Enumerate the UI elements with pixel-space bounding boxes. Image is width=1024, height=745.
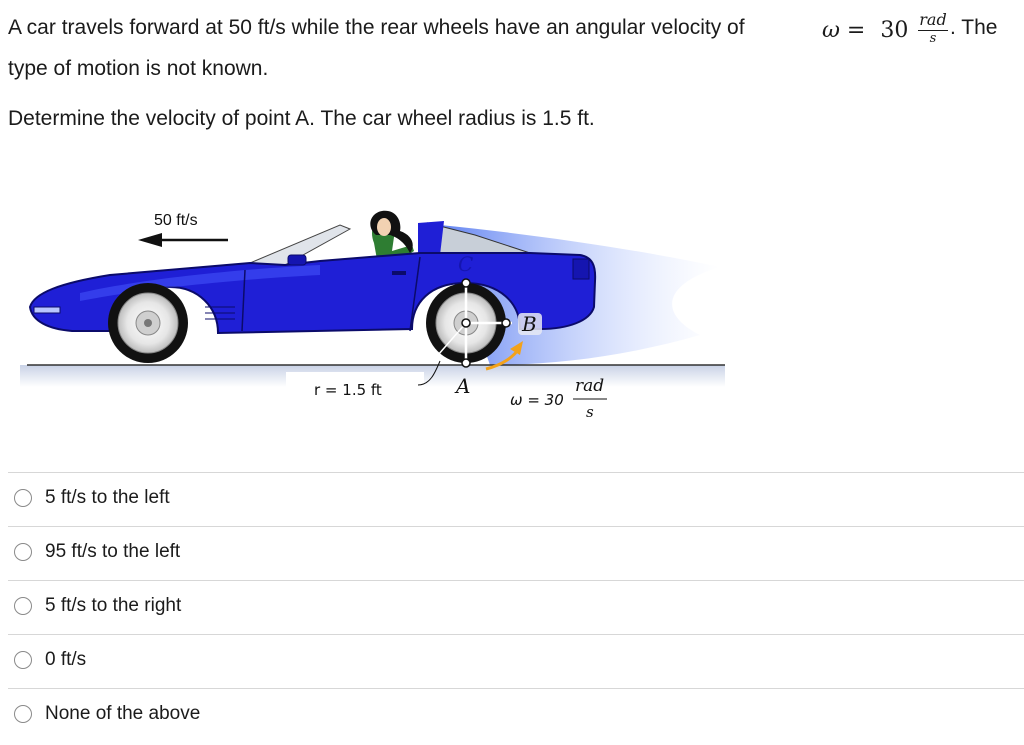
front-wheel <box>108 283 188 363</box>
radio-button[interactable] <box>14 489 32 507</box>
omega-frac-den: s <box>586 403 594 421</box>
choice-label[interactable]: None of the above <box>45 703 201 724</box>
car-illustration <box>20 195 740 435</box>
radio-button[interactable] <box>14 543 32 561</box>
answer-choice[interactable] <box>8 526 1024 580</box>
answer-choices <box>8 472 1024 745</box>
tail-light <box>573 259 589 279</box>
choice-label[interactable]: 5 ft/s to the right <box>45 595 182 616</box>
omega-frac-num: rad <box>575 376 605 396</box>
choice-label[interactable]: 0 ft/s <box>45 649 87 670</box>
answer-choice[interactable] <box>8 688 1024 745</box>
question-line-1: A car travels forward at 50 ft/s while the rear wheels have an angular velocity of <box>8 16 745 39</box>
headlight <box>34 307 60 313</box>
omega-equation <box>822 17 908 45</box>
speed-arrow-head <box>138 233 162 247</box>
omega-lhs: ω = <box>822 18 866 43</box>
radio-button[interactable] <box>14 597 32 615</box>
choice-label[interactable]: 5 ft/s to the left <box>45 487 170 508</box>
door-handle <box>392 271 406 275</box>
point-b-label: B <box>522 312 537 336</box>
answer-choice[interactable] <box>8 634 1024 688</box>
radio-button[interactable] <box>14 705 32 723</box>
question-line-1-tail: . The <box>950 16 998 39</box>
answer-choice[interactable] <box>8 472 1024 526</box>
omega-value: 30 <box>880 18 909 43</box>
question-prompt: Determine the velocity of point A. The car wheel radius is 1.5 ft. <box>8 107 595 130</box>
rear-roll-bar <box>418 221 444 255</box>
answer-choice[interactable] <box>8 580 1024 634</box>
omega-unit-fraction <box>918 12 948 45</box>
omega-unit-den: s <box>929 31 937 46</box>
omega-unit-num: rad <box>919 10 947 29</box>
point-b-marker <box>502 319 510 327</box>
omega-label: ω = 30 <box>510 391 564 409</box>
choice-label[interactable]: 95 ft/s to the left <box>45 541 181 562</box>
question-line-2: type of motion is not known. <box>8 57 269 80</box>
radius-label: r = 1.5 ft <box>314 381 382 399</box>
radio-button[interactable] <box>14 651 32 669</box>
point-c-label: C <box>458 252 474 276</box>
point-c-marker <box>462 279 470 287</box>
center-marker <box>462 319 470 327</box>
point-a-marker <box>462 359 470 367</box>
point-a-label: A <box>456 374 471 398</box>
car-figure <box>20 195 740 435</box>
speed-label: 50 ft/s <box>154 212 198 229</box>
mirror <box>288 255 306 265</box>
